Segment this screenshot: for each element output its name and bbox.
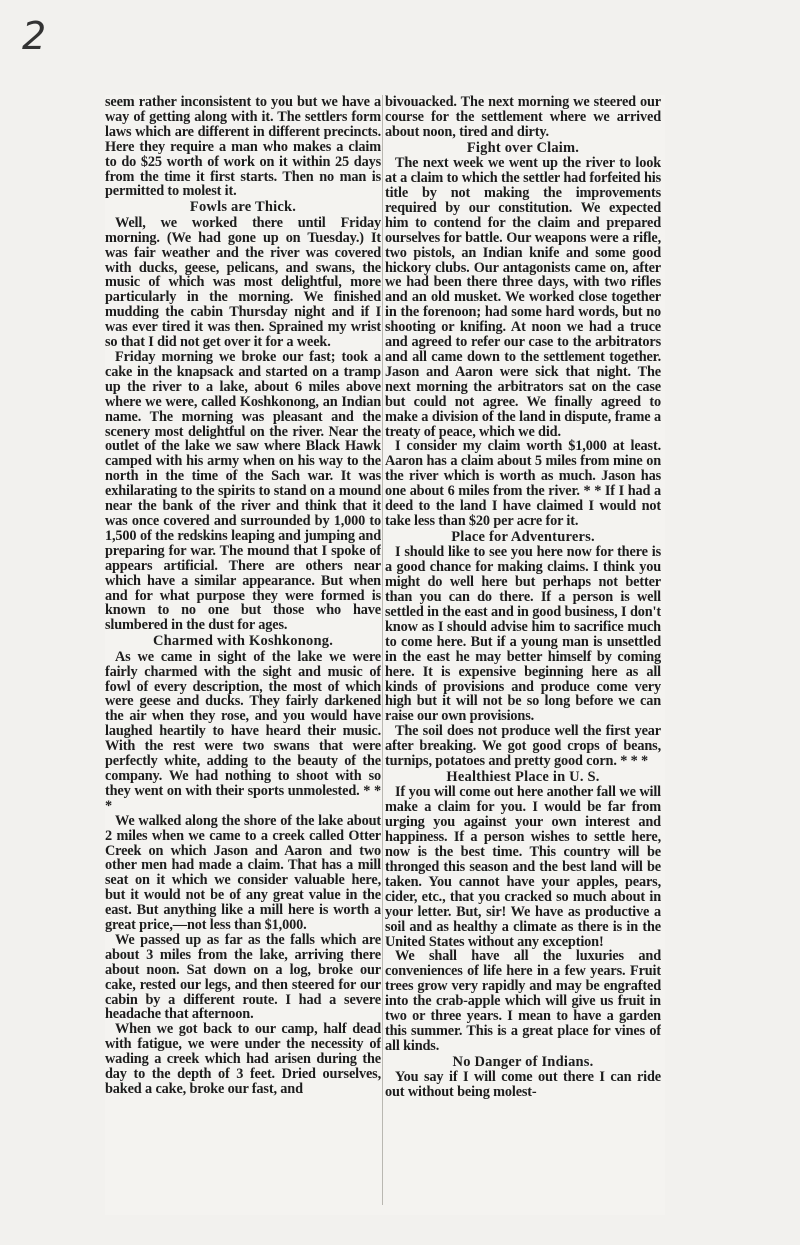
article-paragraph: As we came in sight of the lake we were fairly charmed with the sight and music of fowl of every description, the most of which were geese and ducks. They fairly darkened the air when they rose, and you would have laughed heartily to have heard their music. With the rest were two swans that were perfectly white, adding to the beauty of the company. We had nothing to shoot with so they went on with their sports unmolested. * * * bbox=[105, 648, 381, 814]
article-paragraph: If you will come out here another fall we will make a claim for you. I would be far from urging you against your own interest and happiness. If a person wishes to settle here, now is the best time. This country will be thronged this season and the best land will be taken. You cannot have your apples, pears, cider, etc., that you cracked so much about in your letter. But, sir! We have as productive a soil and as healthy a climate as there is in the United States without any exception! bbox=[385, 784, 661, 950]
article-paragraph: We shall have all the luxuries and conveniences of life here in a few years. Fruit trees grow very rapidly and may be engrafted into the crab-apple which will give us fruit in two or three years. I mean to have a garden this summer. This is a great place for vines of all kinds. bbox=[385, 948, 661, 1054]
article-paragraph: The soil does not produce well the first year after breaking. We got good crops of beans, turnips, potatoes and pretty good corn. * * * bbox=[385, 723, 661, 770]
section-heading: Fight over Claim. bbox=[466, 139, 580, 156]
column-divider bbox=[382, 95, 383, 1205]
article-paragraph: When we got back to our camp, half dead with fatigue, we were under the necessity of wading a creek which had arisen during the day to the depth of 3 feet. Dried ourselves, baked a cake, broke our fast, and bbox=[105, 1021, 381, 1097]
right-column bbox=[385, 95, 661, 1213]
article-paragraph: The next week we went up the river to look at a claim to which the settler had forfeited his title by not making the improvements required by our constitution. We expected him to contend for the claim and prepared ourselves for battle. Our weapons were a rifle, two pistols, an Indian knife and some good hickory clubs. Our antagonists came on, after we had been there three days, with two rifles and an old musket. We worked close together in the forenoon; had some hard words, but no shooting or knifing. At noon we had a truce and agreed to refer our case to the arbitrators and all came down to the settlement together. Jason and Aaron were sick that night. The next morning the arbitrators sat on the case but could not agree. We finally agreed to make a division of the land in dispute, frame a treaty of peace, which we did. bbox=[385, 155, 661, 440]
article-paragraph: Friday morning we broke our fast; took a cake in the knapsack and started on a tramp up the river to a lake, about 6 miles above where we were, called Koshkonong, an Indian name. The morning was pleasant and the scenery most delightful on the river. Near the outlet of the lake we saw where Black Hawk camped with his army when on his way to the north in the time of the Sach war. It was exhilarating to the spirits to stand on a mound near the bank of the river and think that it was once covered and surrounded by 1,000 to 1,500 of the redskins leaping and jumping and preparing for war. The mound that I spoke of appears artificial. There are others near which have a similar appearance. But when and for what purpose they were formed is known to no one but those who have slumbered in the dust for ages. bbox=[105, 349, 381, 634]
article-paragraph: I consider my claim worth $1,000 at least. Aaron has a claim about 5 miles from mine on the river which is worth as much. Jason has one about 6 miles from the river. * * If I had a deed to the land I have claimed I would not take less than $20 per acre for it. bbox=[385, 438, 661, 529]
section-heading: Charmed with Koshkonong. bbox=[152, 633, 334, 650]
newspaper-clipping bbox=[105, 95, 665, 1215]
article-paragraph: Well, we worked there until Friday morning. (We had gone up on Tuesday.) It was fair weather and the river was covered with ducks, geese, pelicans, and swans, the music of which was most delightful, more particularly in the morning. We finished mudding the cabin Thursday night and if I was ever tired it was then. Sprained my wrist so that I did not get over it for a week. bbox=[105, 214, 381, 351]
article-paragraph: seem rather inconsistent to you but we have a way of getting along with it. The settlers form laws which are different in different precincts. Here they require a man who makes a claim to do $25 worth of work on it within 25 days from the time it first starts. Then no man is permitted to molest it. bbox=[105, 95, 381, 200]
article-paragraph: bivouacked. The next morning we steered our course for the settlement where we arrived about noon, tired and dirty. bbox=[385, 95, 661, 140]
section-heading: Fowls are Thick. bbox=[189, 199, 297, 216]
article-paragraph: We passed up as far as the falls which are about 3 miles from the lake, arriving there about noon. Sat down on a log, broke our cake, rested our legs, and then steered for our cabin by a different route. I had a severe headache that afternoon. bbox=[105, 931, 381, 1023]
section-heading: Healthiest Place in U. S. bbox=[446, 768, 600, 785]
article-paragraph: I should like to see you here now for there is a good chance for making claims. I think you might do well here but perhaps not better than you can do there. If a person is well settled in the east and in good business, I don't know as I should advise him to sacrifice much to come here. But if a young man is unsettled in the east he may better himself by coming here. It is expensive beginning here as all kinds of provisions and produce come very high but it will not be so long before we can raise our own provisions. bbox=[385, 544, 661, 725]
section-heading: No Danger of Indians. bbox=[452, 1053, 594, 1070]
left-column bbox=[105, 95, 381, 1213]
section-heading: Place for Adventurers. bbox=[451, 528, 595, 545]
page-number: 2 bbox=[22, 14, 47, 58]
article-paragraph: You say if I will come out there I can ride out without being molest- bbox=[385, 1069, 661, 1101]
article-paragraph: We walked along the shore of the lake about 2 miles when we came to a creek called Otter Creek on which Jason and Aaron and two other men had made a claim. That has a mill seat on it which we consider valuable here, but it would not be of any great value in the east. But anything like a mill here is worth a great price,—not less than $1,000. bbox=[105, 812, 381, 934]
